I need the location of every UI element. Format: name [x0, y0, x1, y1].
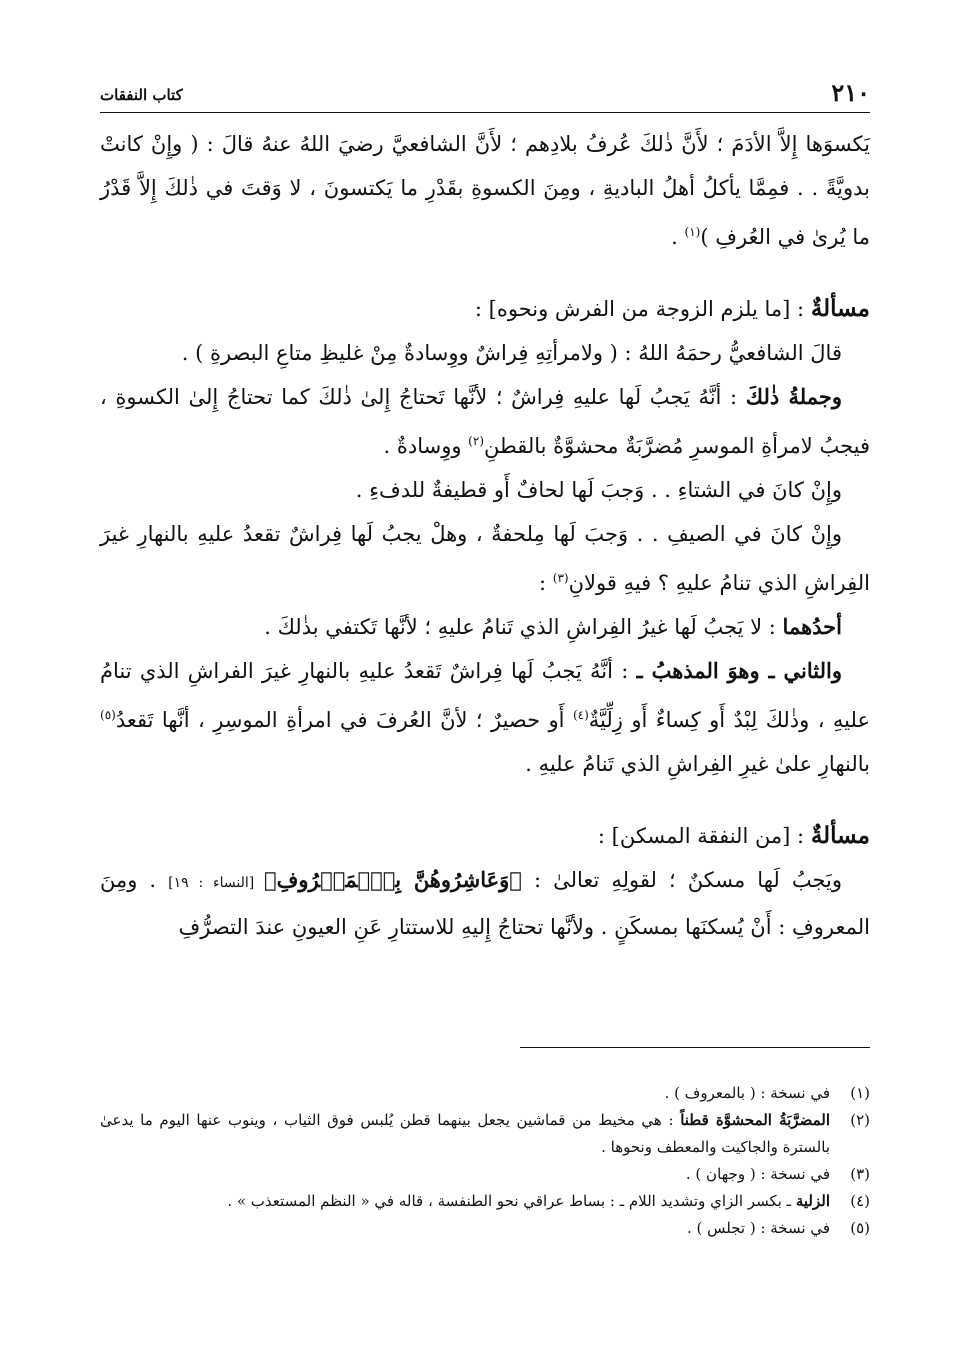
- paragraph-second-opinion: [100, 649, 870, 786]
- lead-phrase: وجملةُ ذٰلكَ: [745, 384, 842, 409]
- footnote-2: [100, 1107, 870, 1161]
- footnote-ref-2: (٢): [468, 434, 484, 448]
- footnote-ref-3: (٣): [552, 571, 569, 585]
- verse-citation: [النساء : ١٩]: [168, 875, 265, 891]
- footnote-5: [100, 1215, 870, 1242]
- footnote-number: (٢): [850, 1111, 870, 1129]
- paragraph-continuation: [100, 122, 870, 259]
- book-title: كتاب النفقات: [100, 86, 183, 104]
- footnote-ref-5: (٥): [100, 708, 116, 722]
- paragraph-text: : لا يَجبُ لَها غيرُ الفِراشِ الذي تَنامُ عليهِ ؛ لأنَّها تَكتفي بذٰلكَ .: [264, 615, 783, 639]
- paragraph-text: : أنَّهُ يَجبُ لَها فِراشٌ تَقعدُ عليهِ بالنهارِ غيرَ الفراشِ الذي تنامُ عليهِ ، وذٰلكَ لِبْدٌ أَو كِساءٌ أَو زِلِّيَّةٌ: [100, 659, 870, 732]
- paragraph-text: : أنَّهُ يَجبُ لَها عليهِ فِراشٌ ؛ لأنَّها تَحتاجُ إِلىٰ ذٰلكَ كما تحتاجُ إِلىٰ الكسوةِ ، فيجبُ لامرأةِ الموسرِ مُضرَّبَةٌ محشوَّةٌ بالقطنِ: [100, 385, 870, 458]
- footnote-ref-1: (١): [684, 225, 701, 239]
- quran-verse: ﴿وَعَاشِرُوهُنَّ بِٱلۡمَعۡرُوفِ﴾: [264, 867, 522, 892]
- footnote-body: [100, 1107, 830, 1161]
- paragraph-text: يَكسوَها إِلاَّ الأدَمَ ؛ لأَنَّ ذٰلكَ عُرفُ بلادِهم ؛ لأَنَّ الشافعيَّ رضيَ اللهُ عنهُ قالَ : ( وإِنْ كانتْ بدويَّةً . . فمِمَّا يأكلُ أهلُ الباديةِ ، ومِنَ الكسوةِ بقَدْرِ ما يَكتسونَ ، لا وَقتَ في ذٰلكَ إِلاَّ قَدْرُ ما يُرىٰ في العُرفِ ): [100, 132, 870, 249]
- footnote-3: [100, 1161, 870, 1188]
- lead-phrase: والثاني ـ وهوَ المذهبُ ـ: [636, 658, 842, 683]
- paragraph-text: أَو حصيرٌ ؛ لأنَّ العُرفَ في امرأةِ الموسِرِ ، أنَّها تَقعدُ: [115, 708, 573, 732]
- footnote-1: [100, 1080, 870, 1107]
- footnote-term: المضرَّبَةُ المحشوَّة قطناً: [680, 1111, 831, 1129]
- footnote-4: [100, 1188, 870, 1215]
- footnote-text: في نسخة : ( وجهان ) .: [685, 1165, 830, 1183]
- paragraph-text: بالنهارِ علىٰ غيرِ الفِراشِ الذي تَنامُ عليهِ .: [525, 752, 870, 776]
- paragraph-text: . ومِنَ المعروفِ : أَنْ يُسكنَها بمسكَنٍ . ولأنَّها تحتاجُ إِليهِ للاستتارِ عَنِ العيونِ عندَ التصرُّفِ: [100, 868, 870, 939]
- footnote-number: (١): [850, 1084, 870, 1102]
- footnote-number: (٤): [850, 1192, 870, 1210]
- paragraph-text: ووِسادةٌ .: [383, 434, 469, 458]
- paragraph-summer: [100, 512, 870, 605]
- masala-label: مسألةٌ: [810, 822, 870, 849]
- paragraph-text: وإِنْ كانَ في الشتاءِ . . وَجبَ لَها لحافٌ أَو قطيفةٌ للدفءِ .: [355, 478, 842, 502]
- footnote-text: ـ بكسر الزاي وتشديد اللام ـ : بساط عراقي نحو الطنفسة ، قاله في « النظم المستعذب » .: [227, 1192, 796, 1210]
- footnote-ref-4: (٤): [572, 708, 589, 722]
- section-heading-bedding: [100, 287, 870, 331]
- masala-label: مسألةٌ: [810, 295, 870, 322]
- section-heading-dwelling: [100, 814, 870, 858]
- footnote-separator: [520, 1047, 870, 1048]
- footnote-text: : هي مخيط من قماشين يجعل بينهما قطن يُلبس فوق الثياب ، وينوب عنها اليوم ما يدعىٰ بالسترة والجاكيت والمعطف ونحوها .: [100, 1111, 830, 1156]
- footnotes: [100, 1080, 870, 1242]
- paragraph-text: ويَجبُ لَها مسكنٌ ؛ لقولِهِ تعالىٰ :: [521, 868, 842, 892]
- lead-phrase: أحدُهما: [782, 614, 842, 639]
- paragraph-text: قالَ الشافعيُّ رحمَهُ اللهُ : ( ولامرأتِهِ فِراشٌ ووِسادةٌ مِنْ غليظِ متاعِ البصرةِ ) .: [181, 341, 842, 365]
- paragraph-first-opinion: [100, 605, 870, 649]
- paragraph-shafii-quote: [100, 331, 870, 375]
- paragraph-text: .: [671, 225, 685, 249]
- paragraph-text: وإِنْ كانَ في الصيفِ . . وَجبَ لَها مِلحفةٌ ، وهلْ يجبُ لَها فِراشٌ تقعدُ عليهِ بالنهارِ غيرَ الفِراشِ الذي تنامُ عليهِ ؟ فيهِ قولانِ: [100, 522, 870, 595]
- page-header: [100, 78, 870, 113]
- paragraph-summary: [100, 375, 870, 468]
- footnote-text: في نسخة : ( بالمعروف ) .: [664, 1084, 830, 1102]
- section-title: : [من النفقة المسكن] :: [597, 824, 811, 848]
- page-number: ٢١٠: [831, 78, 870, 107]
- paragraph-winter: [100, 468, 870, 512]
- footnote-term: الزلية: [795, 1192, 830, 1210]
- paragraph-dwelling: [100, 858, 870, 949]
- footnote-body: [100, 1188, 830, 1215]
- footnote-text: في نسخة : ( تجلس ) .: [686, 1219, 830, 1237]
- paragraph-text: :: [539, 571, 553, 595]
- main-text: [100, 122, 870, 949]
- footnote-number: (٣): [850, 1165, 870, 1183]
- section-title: : [ما يلزم الزوجة من الفرش ونحوه] :: [474, 297, 811, 321]
- footnote-number: (٥): [850, 1219, 870, 1237]
